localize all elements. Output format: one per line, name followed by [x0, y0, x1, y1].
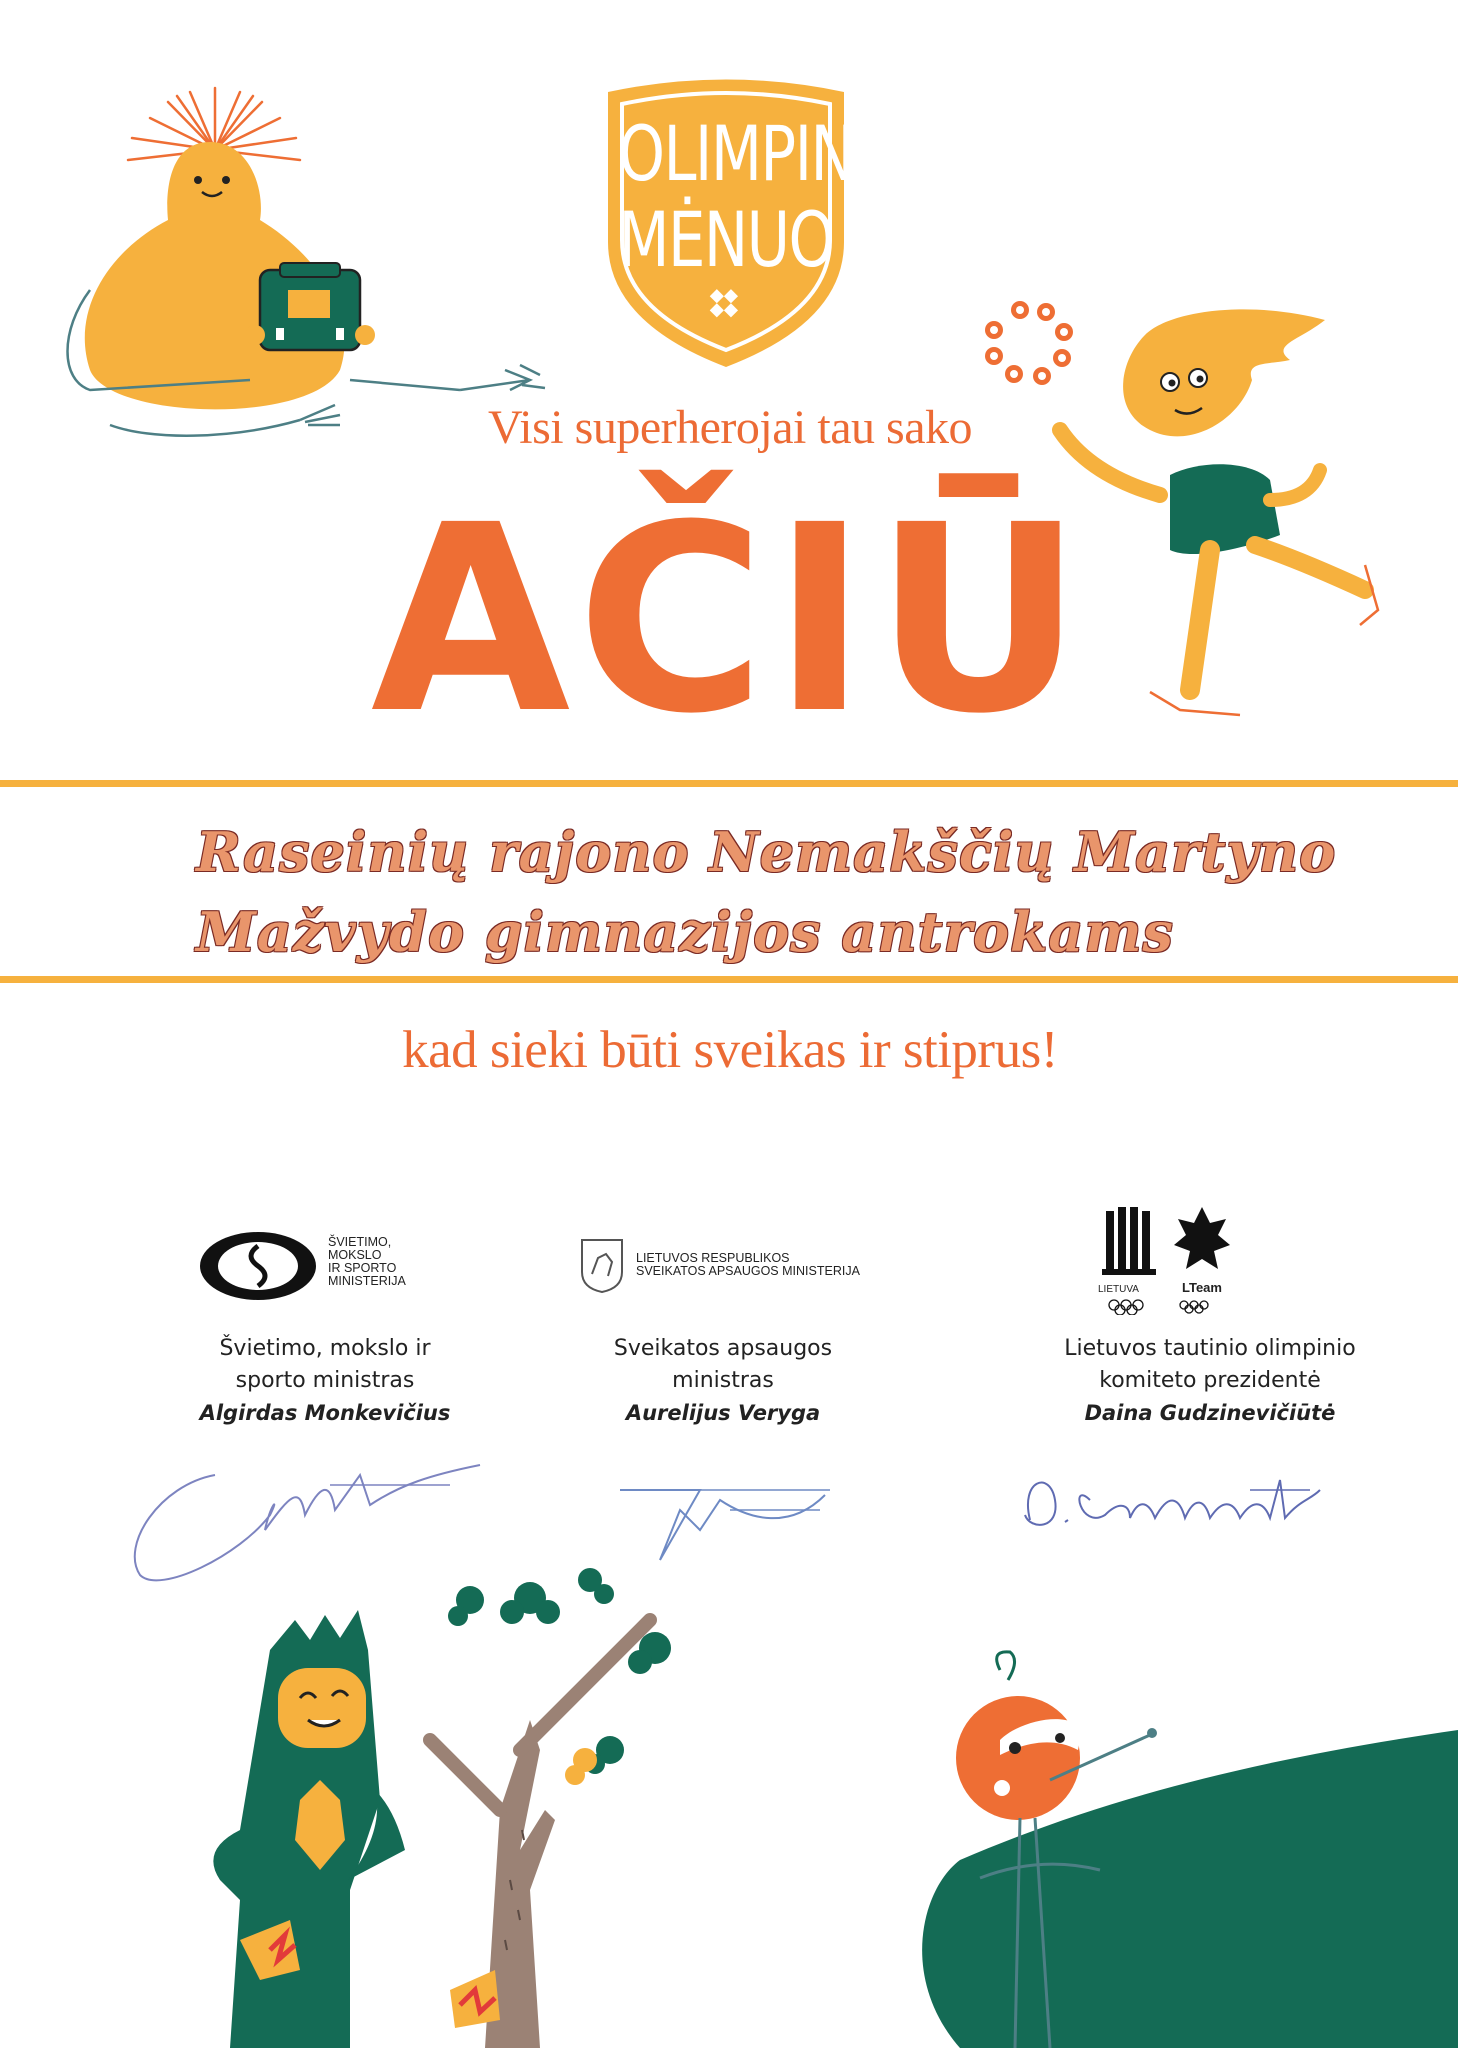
- subtitle: Visi superherojai tau sako: [488, 401, 972, 454]
- olympic-month-badge: [588, 72, 906, 372]
- health-logo-line-1: LIETUVOS RESPUBLIKOS: [636, 1251, 790, 1265]
- signatory-3-role-1: Lietuvos tautinio olimpinio: [1064, 1336, 1356, 1361]
- badge-line-2: MĖNUO: [618, 195, 834, 284]
- education-logo-line-3: IR SPORTO: [328, 1261, 397, 1275]
- signatory-2: [553, 1333, 893, 1429]
- education-logo-line-4: MINISTERIJA: [328, 1274, 406, 1288]
- oak-mascot-illustration: [200, 1550, 680, 2048]
- orange-hero-illustration: [900, 1640, 1458, 2048]
- signatory-2-role-2: ministras: [672, 1368, 774, 1393]
- recipient-line-2: Mažvydo gimnazijos antrokams: [196, 900, 1174, 964]
- closing-line: kad sieki būti sveikas ir stiprus!: [402, 1021, 1058, 1079]
- blob-mascot-illustration: [50, 80, 550, 450]
- education-logo-line-2: MOKSLO: [328, 1248, 382, 1262]
- divider-top: [0, 780, 1458, 787]
- lteam-label: LTeam: [1182, 1280, 1222, 1295]
- signatory-3-name: Daina Gudzinevičiūtė: [1084, 1401, 1336, 1425]
- page-title: AČIŪ: [370, 470, 1090, 770]
- lithuania-olympic-logo: [1096, 1205, 1236, 1317]
- signatory-1: [155, 1333, 495, 1429]
- divider-bottom: [0, 976, 1458, 983]
- badge-line-1: OLIMPINIS: [618, 109, 906, 198]
- health-logo-line-2: SVEIKATOS APSAUGOS MINISTERIJA: [636, 1264, 860, 1278]
- health-ministry-logo: [578, 1236, 888, 1300]
- signatory-1-role-2: sporto ministras: [235, 1368, 415, 1393]
- signatory-2-role-1: Sveikatos apsaugos: [613, 1336, 833, 1361]
- signatory-3: [1000, 1333, 1420, 1429]
- education-logo-line-1: ŠVIETIMO,: [328, 1235, 392, 1249]
- signatory-2-name: Aurelijus Veryga: [625, 1401, 821, 1425]
- education-ministry-logo: [196, 1228, 436, 1304]
- signature-3: [1010, 1460, 1330, 1540]
- signatory-1-role-1: Švietimo, mokslo ir: [219, 1336, 431, 1361]
- lietuva-label: LIETUVA: [1098, 1284, 1139, 1295]
- signatory-3-role-2: komiteto prezidentė: [1099, 1368, 1321, 1393]
- signatory-1-name: Algirdas Monkevičius: [199, 1401, 451, 1425]
- recipient-line-1: Raseinių rajono Nemakščių Martyno: [196, 820, 1337, 884]
